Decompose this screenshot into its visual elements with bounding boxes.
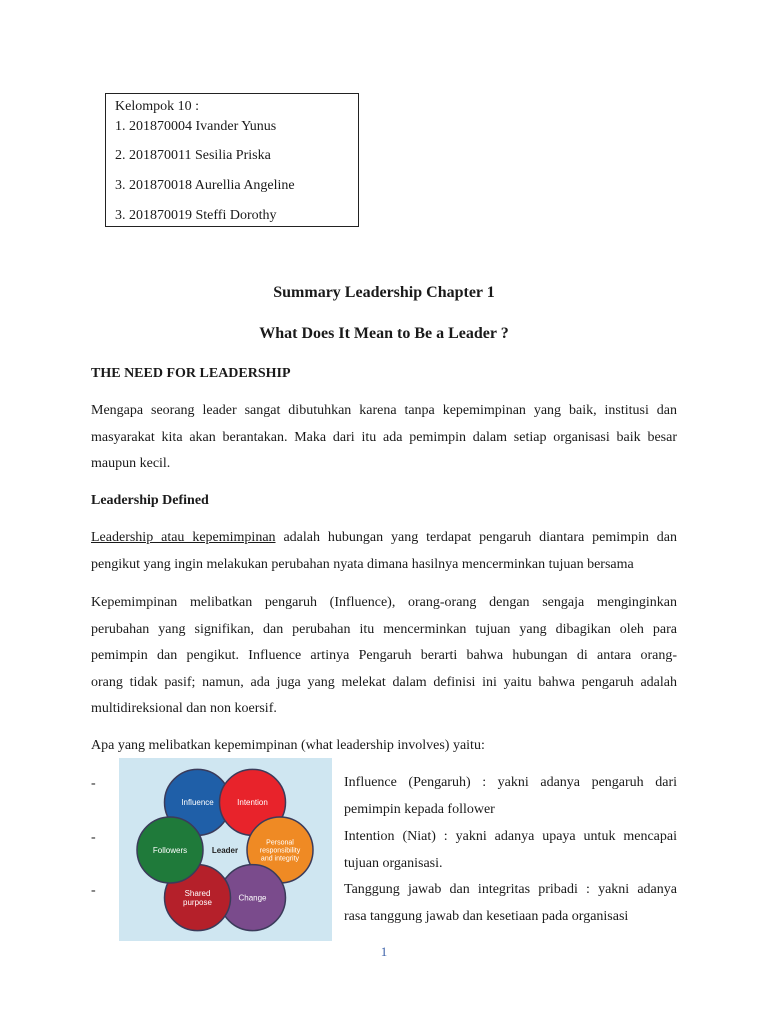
page-number: 1 <box>380 944 388 959</box>
bullet-dash: - <box>91 776 96 791</box>
group-member: 2. 201870011 Sesilia Priska <box>115 148 271 163</box>
underlined-term: Leadership atau kepemimpinan <box>91 530 276 545</box>
group-heading: Kelompok 10 : <box>115 99 199 114</box>
paragraph-definition <box>91 525 677 578</box>
diagram-center-label: Leader <box>211 846 239 855</box>
bullet-influence <box>344 770 677 823</box>
paragraph-influence <box>91 590 677 723</box>
text-line: masyarakat kita akan berantakan. Maka dari itu ada pemimpin dalam setiap organisasi baik besar <box>91 429 677 445</box>
diagram-circle-label: Change <box>238 893 267 903</box>
diagram-circle-label: Personal <box>266 839 294 847</box>
diagram-circle-label: Intention <box>237 798 268 808</box>
section-heading-need: THE NEED FOR LEADERSHIP <box>91 366 291 381</box>
text-line: Influence (Pengaruh) : yakni adanya pengaruh dari <box>344 775 677 790</box>
paragraph-involves <box>91 733 677 760</box>
text-line: Intention (Niat) : yakni adanya upaya untuk mencapai <box>344 829 677 844</box>
bullet-dash: - <box>91 830 96 845</box>
bullet-dash: - <box>91 883 96 898</box>
group-member: 3. 201870018 Aurellia Angeline <box>115 178 295 193</box>
bullet-intention <box>344 824 677 877</box>
bullet-responsibility <box>344 877 677 930</box>
diagram-circle-label: and integrity <box>260 855 300 863</box>
text-line: perubahan yang signifikan, dan perubahan itu mencerminkan tujuan yang dibagikan oleh para <box>91 621 677 637</box>
text-span: adalah hubungan yang terdapat pengaruh diantara pemimpin dan <box>275 530 677 545</box>
text-line: Mengapa seorang leader sangat dibutuhkan karena tanpa kepemimpinan yang baik, institusi dan <box>91 403 677 418</box>
group-member: 3. 201870019 Steffi Dorothy <box>115 208 277 223</box>
group-member: 1. 201870004 Ivander Yunus <box>115 119 277 134</box>
diagram-circle-followers <box>137 817 203 883</box>
paragraph-need <box>91 398 677 478</box>
text-line: pemimpin kepada follower <box>344 801 495 817</box>
text-line: Kepemimpinan melibatkan pengaruh (Influence), orang-orang dengan sengaja menginginkan <box>91 595 677 610</box>
diagram-circle-label: Shared <box>184 888 211 898</box>
diagram-circle-label: Influence <box>181 798 214 808</box>
diagram-circle-label: Followers <box>152 845 188 855</box>
diagram-circle-label: responsibility <box>259 847 301 855</box>
text-line: orang tidak pasif; namun, ada juga yang melekat dalam definisi ini yaitu bahwa pengaruh adalah <box>91 674 677 690</box>
text-line: rasa tanggung jawab dan kesetiaan pada organisasi <box>344 908 629 924</box>
text-line: Tanggung jawab dan integritas pribadi : yakni adanya <box>344 882 677 897</box>
text-line <box>91 525 677 552</box>
text-line: multidireksional dan non koersif. <box>91 701 277 716</box>
text-line: pemimpin dan pengikut. Influence artinya Pengaruh berarti bahwa hubungan di antara orang- <box>91 648 677 663</box>
section-heading-defined: Leadership Defined <box>91 493 209 508</box>
group-members-box <box>105 93 359 227</box>
diagram-circle-label: purpose <box>183 897 212 907</box>
text-line: Apa yang melibatkan kepemimpinan (what leadership involves) yaitu: <box>91 738 485 753</box>
text-line: pengikut yang ingin melakukan perubahan nyata dimana hasilnya mencerminkan tujuan bersama <box>91 556 634 572</box>
document-title: Summary Leadership Chapter 1 <box>273 284 495 301</box>
text-line: maupun kecil. <box>91 456 171 471</box>
leadership-diagram <box>119 758 332 941</box>
text-line: tujuan organisasi. <box>344 855 443 871</box>
leadership-diagram-svg <box>119 758 332 941</box>
document-subtitle: What Does It Mean to Be a Leader ? <box>259 325 509 342</box>
